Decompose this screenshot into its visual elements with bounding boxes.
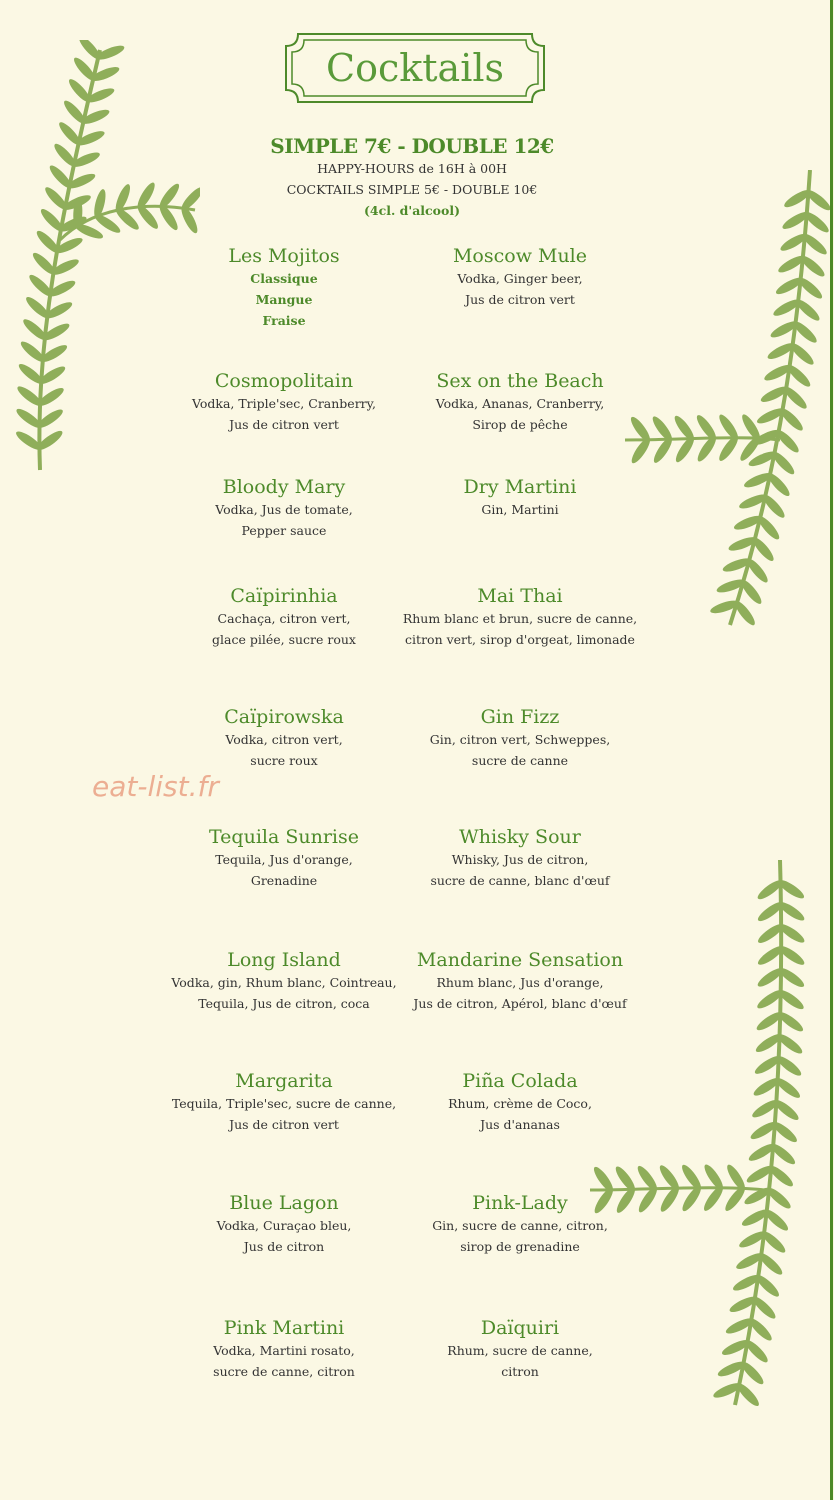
cocktail-item [400, 1069, 640, 1135]
cocktail-description: Gin, sucre de canne, citron, sirop de grenadine [432, 1218, 608, 1254]
cocktail-item [164, 369, 404, 435]
cocktail-name: Bloody Mary [222, 476, 346, 498]
cocktail-item [164, 1316, 404, 1382]
happy-hours: HAPPY-HOURS de 16H à 00H [317, 161, 507, 176]
cocktail-item [400, 369, 640, 435]
watermark: eat-list.fr [92, 770, 219, 803]
cocktail-item [164, 1191, 404, 1257]
cocktail-description: Rhum, crème de Coco, Jus d'ananas [448, 1096, 592, 1132]
cocktail-name: Daïquiri [480, 1317, 560, 1339]
cocktail-name: Pink-Lady [472, 1192, 568, 1214]
cocktail-item [400, 475, 640, 520]
cocktail-description: Vodka, Ananas, Cranberry, Sirop de pêche [435, 396, 605, 432]
cocktail-item [164, 825, 404, 891]
cocktail-description: Rhum blanc et brun, sucre de canne, citron vert, sirop d'orgeat, limonade [402, 611, 638, 647]
leaf-branch-mid-right [620, 170, 830, 630]
cocktail-name: Long Island [227, 949, 341, 971]
cocktail-item [164, 1069, 404, 1135]
cocktail-description: Vodka, Triple'sec, Cranberry, Jus de citron vert [191, 396, 377, 432]
cocktail-description: Vodka, citron vert, sucre roux [225, 732, 343, 768]
cocktail-name: Moscow Mule [452, 245, 588, 267]
cocktail-name: Blue Lagon [229, 1192, 339, 1214]
cocktail-description: Whisky, Jus de citron, sucre de canne, blanc d'œuf [430, 852, 610, 888]
cocktail-description: Gin, citron vert, Schweppes, sucre de canne [429, 732, 611, 768]
cocktail-item [400, 584, 640, 650]
cocktail-name: Margarita [235, 1070, 333, 1092]
price-simple-double: SIMPLE 7€ - DOUBLE 12€ [270, 134, 554, 158]
cocktail-item [164, 948, 404, 1014]
cocktail-description: Vodka, Curaçao bleu, Jus de citron [216, 1218, 352, 1254]
cocktail-item [164, 584, 404, 650]
page-title: Cocktails [326, 46, 504, 90]
cocktail-name: Dry Martini [463, 476, 577, 498]
cocktail-name: Cosmopolitain [214, 370, 354, 392]
cocktail-name: Caïpirinhia [230, 585, 338, 607]
alcohol-note: (4cl. d'alcool) [363, 203, 461, 218]
cocktail-item [400, 1191, 640, 1257]
cocktail-name: Gin Fizz [480, 706, 560, 728]
cocktail-item [400, 948, 640, 1014]
cocktail-description: Classique Mangue Fraise [250, 271, 318, 328]
cocktail-description: Rhum, sucre de canne, citron [447, 1343, 593, 1379]
cocktail-name: Sex on the Beach [436, 370, 604, 392]
cocktail-name: Caïpirowska [224, 706, 344, 728]
cocktail-item [400, 825, 640, 891]
happy-hours-prices: COCKTAILS SIMPLE 5€ - DOUBLE 10€ [286, 182, 538, 197]
cocktail-name: Tequila Sunrise [208, 826, 359, 848]
cocktail-description: Vodka, Ginger beer, Jus de citron vert [457, 271, 583, 307]
cocktail-item [164, 475, 404, 541]
cocktail-name: Pink Martini [223, 1317, 345, 1339]
cocktail-item [400, 1316, 640, 1382]
cocktail-item [164, 705, 404, 771]
cocktail-name: Les Mojitos [228, 245, 340, 267]
cocktail-description: Tequila, Jus d'orange, Grenadine [215, 852, 353, 888]
cocktail-name: Whisky Sour [459, 826, 581, 848]
cocktail-item [400, 705, 640, 771]
cocktail-description: Vodka, gin, Rhum blanc, Cointreau, Tequila, Jus de citron, coca [171, 975, 397, 1011]
cocktail-description: Vodka, Martini rosato, sucre de canne, citron [213, 1343, 355, 1379]
cocktail-name: Mai Thai [477, 585, 563, 607]
cocktail-description: Cachaça, citron vert, glace pilée, sucre roux [212, 611, 356, 647]
cocktail-description: Vodka, Jus de tomate, Pepper sauce [215, 502, 353, 538]
cocktail-description: Gin, Martini [481, 502, 559, 517]
cocktail-item [164, 244, 404, 331]
cocktail-item [400, 244, 640, 310]
right-border [830, 0, 833, 1500]
cocktail-description: Rhum blanc, Jus d'orange, Jus de citron, Apérol, blanc d'œuf [413, 975, 627, 1011]
cocktail-name: Mandarine Sensation [416, 949, 624, 971]
cocktail-description: Tequila, Triple'sec, sucre de canne, Jus de citron vert [171, 1096, 397, 1132]
cocktail-name: Piña Colada [462, 1070, 578, 1092]
